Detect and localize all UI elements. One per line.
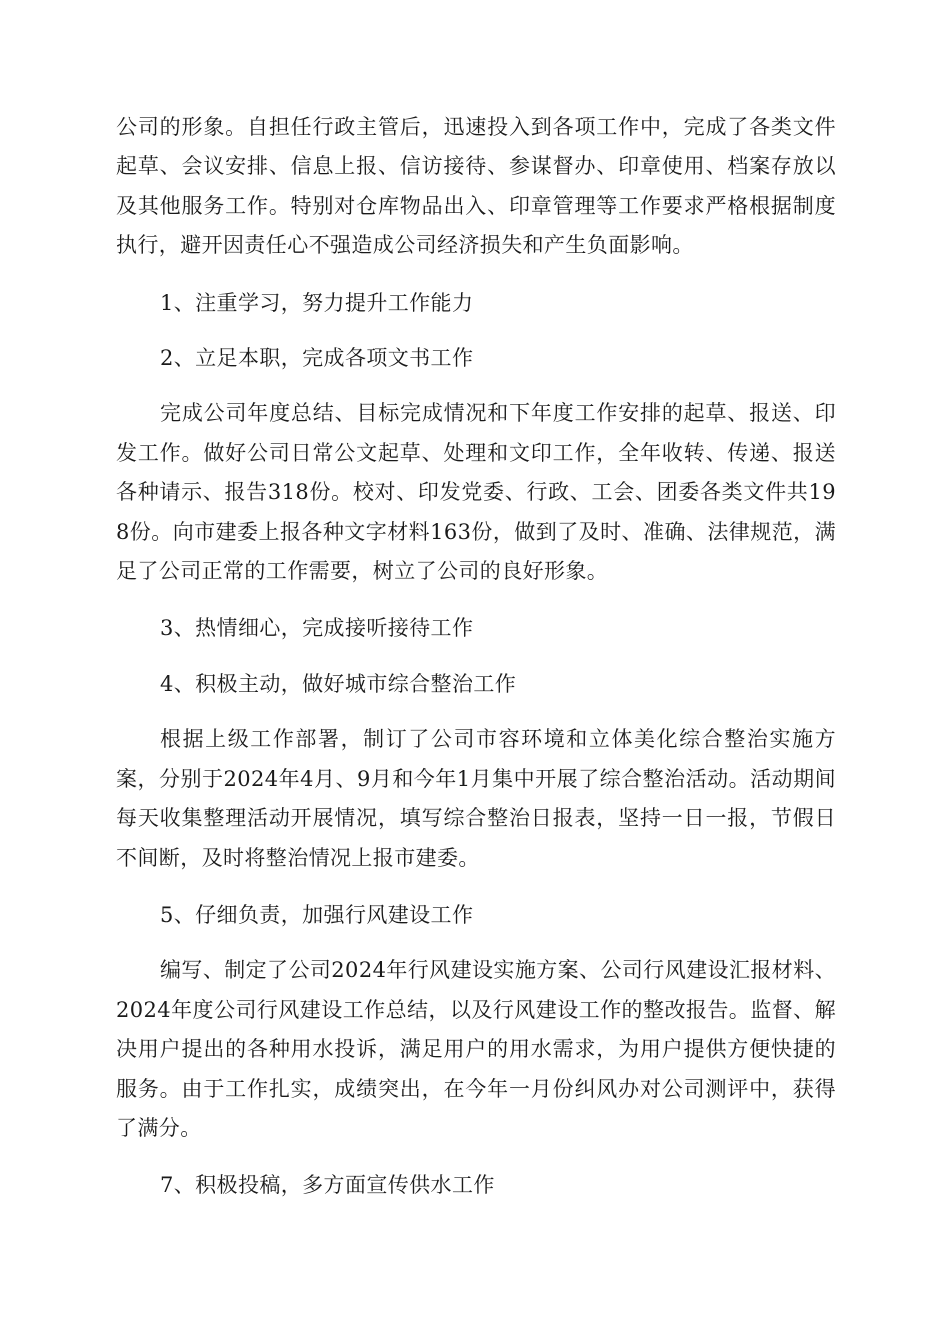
heading-item-7: 7、积极投稿，多方面宣传供水工作 [160,1173,495,1198]
heading-item-3: 3、热情细心，完成接听接待工作 [160,616,474,641]
heading-item-1: 1、注重学习，努力提升工作能力 [160,290,474,315]
paragraph-city-rectification: 根据上级工作部署，制订了公司市容环境和立体美化综合整治实施方案，分别于2024年4月、9月和今年1月集中开展了综合整治活动。活动期间每天收集整理活动开展情况，填写综合整治日报表，坚持一日一报，节假日不间断，及时将整治情况上报市建委。 [116,727,836,870]
paragraph-conduct: 编写、制定了公司2024年行风建设实施方案、公司行风建设汇报材料、2024年度公司行风建设工作总结，以及行风建设工作的整改报告。监督、解决用户提出的各种用水投诉，满足用户的用水需求，为用户提供方便快捷的服务。由于工作扎实，成绩突出，在今年一月份纠风办对公司测评中，获得了满分。 [116,958,836,1140]
paragraph-intro: 公司的形象。自担任行政主管后，迅速投入到各项工作中，完成了各类文件起草、会议安排、信息上报、信访接待、参谋督办、印章使用、档案存放以及其他服务工作。特别对仓库物品出入、印章管理等工作要求严格根据制度执行，避开因责任心不强造成公司经济损失和产生负面影响。 [116,115,836,258]
document-page [116,108,836,1206]
heading-item-4: 4、积极主动，做好城市综合整治工作 [160,671,517,696]
paragraph-documents: 完成公司年度总结、目标完成情况和下年度工作安排的起草、报送、印发工作。做好公司日常公文起草、处理和文印工作，全年收转、传递、报送各种请示、报告318份。校对、印发党委、行政、工会、团委各类文件共198份。向市建委上报各种文字材料163份，做到了及时、准确、法律规范，满足了公司正常的工作需要，树立了公司的良好形象。 [116,401,836,584]
heading-item-5: 5、仔细负责，加强行风建设工作 [160,902,474,927]
heading-item-2: 2、立足本职，完成各项文书工作 [160,346,474,371]
